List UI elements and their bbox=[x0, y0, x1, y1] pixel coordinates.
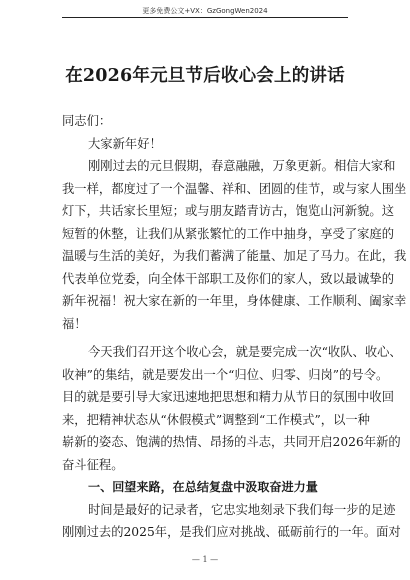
text-line: 时间是最好的记录者，它忠实地刻录下我们每一步的足迹 bbox=[88, 502, 396, 517]
text-line: 我一样，都度过了一个温馨、祥和、团圆的佳节，或与家人围坐 bbox=[62, 181, 407, 196]
paragraph-2 bbox=[62, 341, 402, 476]
salutation: 同志们： bbox=[62, 114, 112, 128]
document-body bbox=[62, 110, 407, 544]
text-line: 温暖与生活的美好，为我们蓄满了能量、加足了马力。在此，我 bbox=[62, 249, 407, 263]
document-title: 在2026年元旦节后收心会上的讲话 bbox=[65, 66, 345, 86]
promo-banner: 更多免费公文+VX：GzGongWen2024 bbox=[142, 7, 268, 15]
greeting: 大家新年好！ bbox=[88, 136, 162, 151]
text-line: 短暂的休整，让我们从紧张繁忙的工作中抽身，享受了家庭的 bbox=[62, 226, 395, 241]
paragraph-1 bbox=[62, 155, 407, 335]
paragraph-3 bbox=[62, 499, 401, 544]
text-line: 今天我们召开这个收心会，就是要完成一次“收队、收心、 bbox=[88, 345, 402, 359]
text-line: 崭新的姿态、饱满的热情、昂扬的斗志，共同开启2026年新的 bbox=[62, 435, 401, 449]
text-line: 目的就是要引导大家迅速地把思想和精力从节日的氛围中收回 bbox=[62, 390, 395, 404]
section-heading: 一、回望来路，在总结复盘中汲取奋进力量 bbox=[88, 480, 318, 494]
text-line: 收神”的集结，就是要发出一个“归位、归零、归岗”的号令。 bbox=[62, 367, 389, 382]
text-line: 来，把精神状态从“休假模式”调整到“工作模式”，以一种 bbox=[62, 412, 370, 427]
text-line: 福！ bbox=[62, 316, 87, 331]
text-line: 代表单位党委，向全体干部职工及你们的家人，致以最诚挚的 bbox=[62, 271, 395, 286]
text-line: 刚刚过去的2025年，是我们应对挑战、砥砺前行的一年。面对 bbox=[62, 525, 401, 539]
text-line: 灯下，共话家长里短；或与朋友踏青访古，饱览山河新貌。这 bbox=[62, 204, 395, 218]
text-line: 新年祝福！祝大家在新的一年里，身体健康、工作顺利、阖家幸 bbox=[62, 294, 407, 308]
text-line: 刚刚过去的元旦假期，春意融融，万象更新。相信大家和 bbox=[88, 159, 396, 173]
text-line: 奋斗征程。 bbox=[62, 457, 124, 472]
page-number: — 1 — bbox=[191, 555, 219, 564]
header-rule bbox=[62, 17, 348, 18]
